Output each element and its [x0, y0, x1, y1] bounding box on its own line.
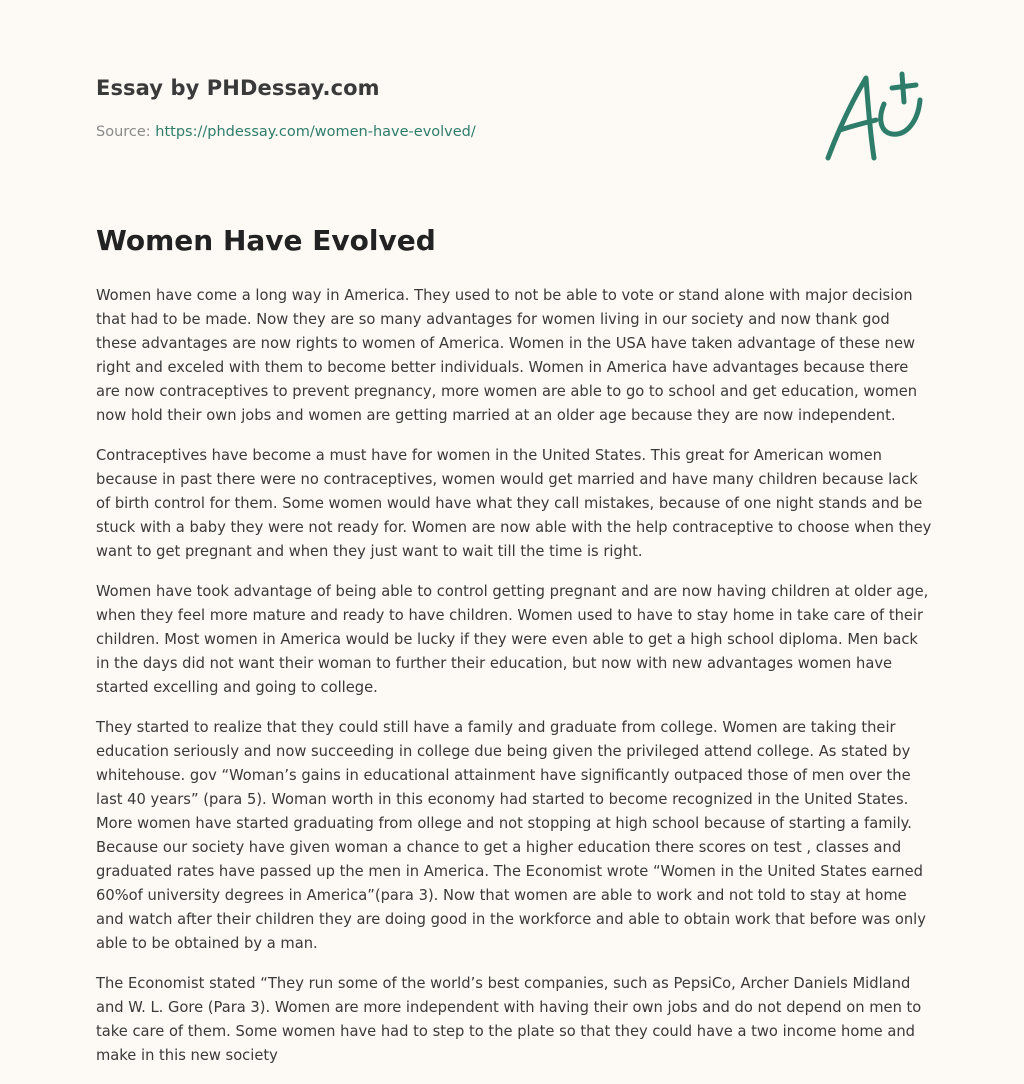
essay-paragraph-3: Women have took advantage of being able to control getting pregnant and are now having children at older age, when they feel more mature and ready to have children. Women used to have to stay home in take care of their children. Most women in America would be lucky if they were even able to get a high school diploma. Men back in the days did not want their woman to further their education, but now with new advantages women have started excelling and going to college.: [96, 583, 929, 696]
source-line: [96, 124, 476, 140]
source-link[interactable]: https://phdessay.com/women-have-evolved/: [155, 124, 476, 140]
essay-paragraph-4: They started to realize that they could still have a family and graduate from college. Women are taking their education seriously and now succeeding in college due being given the privileged attend college. As stated by whitehouse. gov “Woman’s gains in educational attainment have significantly outpaced those of men over the last 40 years” (para 5). Woman worth in this economy had started to become recognized in the United States. More women have started graduating from ollege and not stopping at high school because of starting a family. Because our society have given woman a chance to get a higher education there scores on test , classes and graduated rates have passed up the men in America. The Economist wrote “Women in the United States earned 60%of university degrees in America”(para 3). Now that women are able to work and not told to stay at home and watch after their children they are doing good in the workforce and able to obtain work that before was only able to be obtained by a man.: [96, 719, 926, 952]
essay-paragraph-1: Women have come a long way in America. They used to not be able to vote or stand alone with major decision that had to be made. Now they are so many advantages for women living in our society and now thank god these advantages are now rights to women of America. Women in the USA have taken advantage of these new right and exceled with them to become better individuals. Women in America have advantages because there are now contraceptives to prevent pregnancy, more women are able to go to school and get education, women now hold their own jobs and women are getting married at an older age because they are now independent.: [96, 287, 918, 424]
essay-title: Women Have Evolved: [96, 224, 436, 257]
essay-paragraph-2: Contraceptives have become a must have for women in the United States. This great for American women because in past there were no contraceptives, women would get married and have many children because lack of birth control for them. Some women would have what they call mistakes, because of one night stands and be stuck with a baby they were not ready for. Women are now able with the help contraceptive to choose when they want to get pregnant and when they just want to wait till the time is right.: [96, 447, 932, 560]
a-plus-grade-icon: [818, 66, 930, 166]
site-brand: Essay by PHDessay.com: [96, 76, 380, 100]
essay-paragraph-5: The Economist stated “They run some of the world’s best companies, such as PepsiCo, Archer Daniels Midland and W. L. Gore (Para 3). Women are more independent with having their own jobs and do not depend on men to take care of them. Some women have had to step to the plate so that they could have a two income home and make in this new society: [96, 975, 922, 1064]
essay-body: [96, 284, 932, 1084]
source-label: Source:: [96, 124, 156, 140]
